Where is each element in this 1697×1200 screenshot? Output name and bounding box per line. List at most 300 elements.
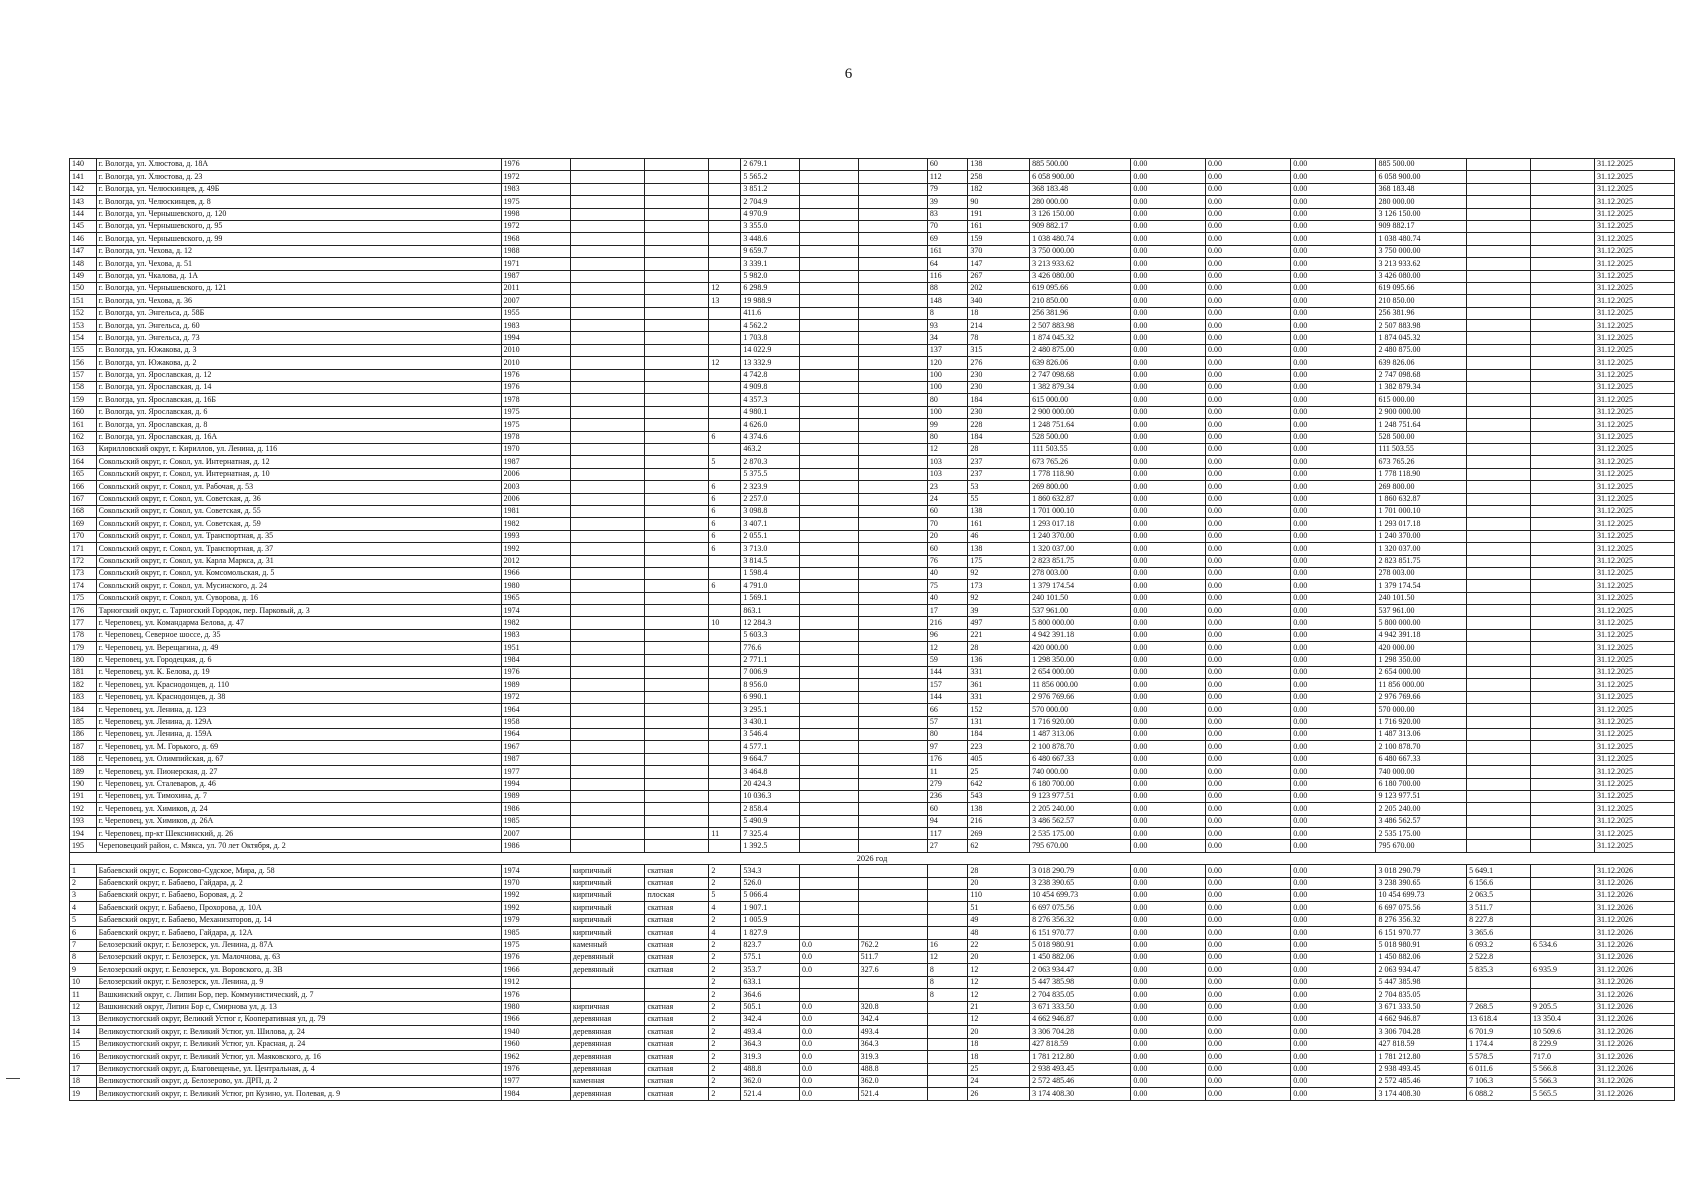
table-cell: 1960 xyxy=(501,1038,570,1050)
table-cell xyxy=(645,617,709,629)
table-cell: 178 xyxy=(70,629,97,641)
table-row xyxy=(70,394,1675,406)
table-cell: 172 xyxy=(70,555,97,567)
table-cell: 0.00 xyxy=(1291,208,1376,220)
table-cell: 31.12.2026 xyxy=(1594,890,1674,902)
table-cell xyxy=(799,493,858,505)
table-cell: 31.12.2025 xyxy=(1594,493,1674,505)
table-cell: 0.00 xyxy=(1131,741,1206,753)
table-cell xyxy=(1467,617,1531,629)
table-cell: 6 180 700.00 xyxy=(1376,778,1467,790)
table-row xyxy=(70,580,1675,592)
table-cell: 2 480 875.00 xyxy=(1376,344,1467,356)
table-cell: 2 xyxy=(709,1013,741,1025)
table-cell xyxy=(645,605,709,617)
table-cell xyxy=(570,605,645,617)
table-cell: 1994 xyxy=(501,778,570,790)
table-cell: 31.12.2025 xyxy=(1594,691,1674,703)
table-cell xyxy=(858,716,927,728)
table-cell: 8 xyxy=(70,952,97,964)
table-cell: скатная xyxy=(645,1063,709,1075)
table-cell: 0.00 xyxy=(1131,939,1206,951)
table-cell: 0.00 xyxy=(1205,753,1290,765)
table-cell: 427 818.59 xyxy=(1376,1038,1467,1050)
table-cell: 0.0 xyxy=(799,939,858,951)
table-cell xyxy=(1467,493,1531,505)
table-cell: 167 xyxy=(70,493,97,505)
table-cell: 147 xyxy=(70,245,97,257)
table-cell: 361 xyxy=(968,679,1030,691)
address-cell: г. Вологда, ул. Чернышевского, д. 120 xyxy=(96,208,501,220)
table-cell xyxy=(645,766,709,778)
table-cell: 0.00 xyxy=(1131,728,1206,740)
table-cell: 23 xyxy=(927,481,967,493)
table-cell xyxy=(927,1013,967,1025)
table-row xyxy=(70,344,1675,356)
table-cell: 0.0 xyxy=(799,1075,858,1087)
table-row xyxy=(70,1013,1675,1025)
table-cell: 0.00 xyxy=(1205,1063,1290,1075)
table-cell: 269 800.00 xyxy=(1030,481,1131,493)
table-cell xyxy=(570,716,645,728)
table-cell: 0.00 xyxy=(1205,481,1290,493)
table-cell: 6 480 667.33 xyxy=(1376,753,1467,765)
table-cell: 60 xyxy=(927,543,967,555)
table-cell: 2 xyxy=(709,914,741,926)
table-cell xyxy=(858,505,927,517)
address-cell: Белозерский округ, г. Белозерск, ул. Воровского, д. 3В xyxy=(96,964,501,976)
table-cell: 31.12.2025 xyxy=(1594,580,1674,592)
table-cell: 161 xyxy=(927,245,967,257)
table-cell xyxy=(570,629,645,641)
table-cell xyxy=(709,183,741,195)
table-cell xyxy=(570,592,645,604)
table-cell: 0.00 xyxy=(1131,766,1206,778)
table-cell: 2 055.1 xyxy=(741,530,800,542)
table-cell: 0.00 xyxy=(1131,208,1206,220)
table-cell: 1940 xyxy=(501,1026,570,1038)
table-cell xyxy=(927,902,967,914)
table-cell: 0.00 xyxy=(1291,939,1376,951)
table-cell: 28 xyxy=(968,443,1030,455)
table-cell: 9 659.7 xyxy=(741,245,800,257)
table-cell xyxy=(1531,295,1595,307)
table-cell: 3 814.5 xyxy=(741,555,800,567)
table-cell: 315 xyxy=(968,344,1030,356)
table-cell: 31.12.2025 xyxy=(1594,778,1674,790)
table-cell: 1 569.1 xyxy=(741,592,800,604)
table-cell xyxy=(1467,307,1531,319)
table-cell: 0.00 xyxy=(1291,865,1376,877)
table-cell: 3 713.0 xyxy=(741,543,800,555)
table-cell: 6 xyxy=(709,493,741,505)
table-cell: 154 xyxy=(70,332,97,344)
table-cell xyxy=(1467,679,1531,691)
table-cell xyxy=(799,406,858,418)
table-cell: 4 577.1 xyxy=(741,741,800,753)
table-cell: 2 205 240.00 xyxy=(1030,803,1131,815)
table-cell: 3 407.1 xyxy=(741,518,800,530)
address-cell: г. Череповец, ул. Городецкая, д. 6 xyxy=(96,654,501,666)
table-cell: 5 566.8 xyxy=(1531,1063,1595,1075)
table-cell: 31.12.2025 xyxy=(1594,803,1674,815)
table-cell: 319.3 xyxy=(741,1051,800,1063)
table-cell: 184 xyxy=(968,431,1030,443)
table-cell xyxy=(1467,344,1531,356)
table-cell xyxy=(645,171,709,183)
address-cell: г. Вологда, ул. Южакова, д. 2 xyxy=(96,357,501,369)
table-cell: 2 xyxy=(709,989,741,1001)
table-cell: 2 xyxy=(709,1038,741,1050)
table-cell xyxy=(1467,208,1531,220)
table-cell xyxy=(1531,654,1595,666)
table-cell: 0.00 xyxy=(1131,691,1206,703)
table-cell: 10 xyxy=(709,617,741,629)
table-cell: 31.12.2025 xyxy=(1594,295,1674,307)
table-cell: 0.00 xyxy=(1131,642,1206,654)
table-cell xyxy=(1531,493,1595,505)
table-cell xyxy=(858,815,927,827)
table-cell: 6 xyxy=(709,505,741,517)
table-cell: 1988 xyxy=(501,245,570,257)
table-cell: 8 956.0 xyxy=(741,679,800,691)
table-cell: 0.00 xyxy=(1131,580,1206,592)
table-cell: 237 xyxy=(968,468,1030,480)
table-cell xyxy=(645,258,709,270)
table-cell xyxy=(858,456,927,468)
table-cell: 2 900 000.00 xyxy=(1030,406,1131,418)
table-cell: 147 xyxy=(968,258,1030,270)
table-cell: 0.00 xyxy=(1205,629,1290,641)
table-cell: 1 298 350.00 xyxy=(1376,654,1467,666)
table-cell: 18 xyxy=(968,1051,1030,1063)
table-cell: 5 066.4 xyxy=(741,890,800,902)
table-cell: 31.12.2025 xyxy=(1594,196,1674,208)
table-cell: 55 xyxy=(968,493,1030,505)
address-cell: г. Вологда, ул. Чернышевского, д. 95 xyxy=(96,220,501,232)
table-cell xyxy=(709,344,741,356)
table-row xyxy=(70,245,1675,257)
table-cell: 2 063 934.47 xyxy=(1376,964,1467,976)
address-cell: Сокольский округ, г. Сокол, ул. Советская, д. 59 xyxy=(96,518,501,530)
table-cell xyxy=(927,927,967,939)
table-cell: 9 123 977.51 xyxy=(1376,790,1467,802)
table-cell xyxy=(858,245,927,257)
table-cell: 0.00 xyxy=(1205,840,1290,852)
table-cell: скатная xyxy=(645,1001,709,1013)
table-row xyxy=(70,208,1675,220)
table-cell: 7 268.5 xyxy=(1467,1001,1531,1013)
table-cell: 0.00 xyxy=(1291,282,1376,294)
table-row xyxy=(70,171,1675,183)
table-cell: 280 000.00 xyxy=(1030,196,1131,208)
table-cell: 1984 xyxy=(501,654,570,666)
table-cell: 0.00 xyxy=(1291,1001,1376,1013)
table-cell: 230 xyxy=(968,369,1030,381)
table-cell: 0.00 xyxy=(1205,382,1290,394)
table-cell: 46 xyxy=(968,530,1030,542)
table-cell: 1993 xyxy=(501,530,570,542)
table-cell: 1986 xyxy=(501,840,570,852)
table-cell xyxy=(1531,159,1595,171)
table-cell xyxy=(709,270,741,282)
table-cell xyxy=(799,543,858,555)
table-cell xyxy=(799,220,858,232)
table-cell xyxy=(799,667,858,679)
table-cell xyxy=(1531,282,1595,294)
table-cell xyxy=(858,394,927,406)
table-cell xyxy=(570,505,645,517)
table-cell: 31.12.2026 xyxy=(1594,1088,1674,1100)
table-cell xyxy=(645,592,709,604)
table-cell: 1 778 118.90 xyxy=(1030,468,1131,480)
table-cell: 0.00 xyxy=(1291,952,1376,964)
table-cell: 31.12.2025 xyxy=(1594,741,1674,753)
table-cell: 0.00 xyxy=(1291,1013,1376,1025)
table-cell: 1 703.8 xyxy=(741,332,800,344)
table-cell xyxy=(1531,233,1595,245)
table-cell xyxy=(1467,481,1531,493)
table-cell xyxy=(858,741,927,753)
table-cell: 18 xyxy=(70,1075,97,1087)
table-cell: 3 306 704.28 xyxy=(1376,1026,1467,1038)
table-cell xyxy=(1531,369,1595,381)
table-cell xyxy=(1467,258,1531,270)
table-cell: 210 850.00 xyxy=(1376,295,1467,307)
table-cell: 673 765.26 xyxy=(1030,456,1131,468)
table-cell: 40 xyxy=(927,592,967,604)
table-cell: 6 697 075.56 xyxy=(1376,902,1467,914)
address-cell: г. Череповец, ул. Краснодонцев, д. 110 xyxy=(96,679,501,691)
table-cell xyxy=(570,493,645,505)
table-cell: 5 447 385.98 xyxy=(1376,976,1467,988)
table-cell xyxy=(858,320,927,332)
table-cell: 59 xyxy=(927,654,967,666)
table-cell xyxy=(645,667,709,679)
table-cell: 153 xyxy=(70,320,97,332)
table-cell: 2 704 835.05 xyxy=(1030,989,1131,1001)
table-cell: 331 xyxy=(968,667,1030,679)
table-cell xyxy=(799,989,858,1001)
table-cell: 0.00 xyxy=(1205,877,1290,889)
table-cell: 368 183.48 xyxy=(1030,183,1131,195)
table-cell xyxy=(645,828,709,840)
table-cell: 31.12.2025 xyxy=(1594,567,1674,579)
table-cell: 31.12.2025 xyxy=(1594,704,1674,716)
table-cell: 6 xyxy=(709,543,741,555)
table-cell: 575.1 xyxy=(741,952,800,964)
table-cell xyxy=(1467,320,1531,332)
table-cell: 1982 xyxy=(501,518,570,530)
table-cell: 2007 xyxy=(501,295,570,307)
table-cell xyxy=(799,394,858,406)
table-cell: 0.00 xyxy=(1205,865,1290,877)
table-cell: 0.00 xyxy=(1131,567,1206,579)
table-cell: 1 005.9 xyxy=(741,914,800,926)
table-cell xyxy=(1531,320,1595,332)
table-cell xyxy=(1467,803,1531,815)
table-cell: скатная xyxy=(645,1051,709,1063)
table-cell: 19 988.9 xyxy=(741,295,800,307)
table-cell: 13 618.4 xyxy=(1467,1013,1531,1025)
table-cell: 112 xyxy=(927,171,967,183)
table-cell: 92 xyxy=(968,567,1030,579)
table-cell xyxy=(1531,382,1595,394)
table-cell: 1998 xyxy=(501,208,570,220)
table-cell: 69 xyxy=(927,233,967,245)
table-row xyxy=(70,964,1675,976)
table-cell xyxy=(858,790,927,802)
table-cell: 0.00 xyxy=(1291,914,1376,926)
table-cell: 193 xyxy=(70,815,97,827)
table-cell: 103 xyxy=(927,468,967,480)
table-cell: 31.12.2025 xyxy=(1594,505,1674,517)
address-cell: Сокольский округ, г. Сокол, ул. Советская, д. 36 xyxy=(96,493,501,505)
table-cell: 1964 xyxy=(501,704,570,716)
table-cell xyxy=(858,481,927,493)
table-cell: 185 xyxy=(70,716,97,728)
table-cell xyxy=(709,840,741,852)
table-cell xyxy=(709,394,741,406)
table-cell: 0.00 xyxy=(1131,1013,1206,1025)
table-cell xyxy=(1531,753,1595,765)
address-cell: Бабаевский округ, г. Бабаево, Прохорова, д. 10А xyxy=(96,902,501,914)
table-cell xyxy=(645,753,709,765)
table-cell: деревянная xyxy=(570,1026,645,1038)
table-cell: 327.6 xyxy=(858,964,927,976)
table-cell xyxy=(570,617,645,629)
rows-2026 xyxy=(70,865,1675,1100)
table-cell: 4 357.3 xyxy=(741,394,800,406)
table-cell: 31.12.2025 xyxy=(1594,245,1674,257)
table-cell: 31.12.2026 xyxy=(1594,976,1674,988)
table-cell: 619 095.66 xyxy=(1376,282,1467,294)
table-cell xyxy=(858,307,927,319)
table-cell xyxy=(1531,877,1595,889)
table-cell: 528 500.00 xyxy=(1030,431,1131,443)
table-cell: 0.00 xyxy=(1291,171,1376,183)
table-cell: 4 909.8 xyxy=(741,382,800,394)
table-cell: 192 xyxy=(70,803,97,815)
table-cell xyxy=(799,803,858,815)
table-cell xyxy=(1531,927,1595,939)
table-cell: 0.00 xyxy=(1205,344,1290,356)
table-cell: 9 123 977.51 xyxy=(1030,790,1131,802)
table-cell: 177 xyxy=(70,617,97,629)
table-cell: 75 xyxy=(927,580,967,592)
table-cell: 863.1 xyxy=(741,605,800,617)
table-cell xyxy=(799,443,858,455)
table-cell: 151 xyxy=(70,295,97,307)
table-cell xyxy=(645,530,709,542)
table-cell: 117 xyxy=(927,828,967,840)
table-cell: 0.00 xyxy=(1131,369,1206,381)
table-cell: 0.00 xyxy=(1291,1026,1376,1038)
table-cell xyxy=(858,927,927,939)
address-cell: Сокольский округ, г. Сокол, ул. Суворова, д. 16 xyxy=(96,592,501,604)
table-cell xyxy=(799,369,858,381)
table-cell: 1 xyxy=(70,865,97,877)
table-cell xyxy=(570,753,645,765)
table-cell xyxy=(799,505,858,517)
table-cell: 2 747 098.68 xyxy=(1030,369,1131,381)
table-cell xyxy=(1467,815,1531,827)
table-cell: 319.3 xyxy=(858,1051,927,1063)
table-cell: 140 xyxy=(70,159,97,171)
table-cell: 1986 xyxy=(501,803,570,815)
table-cell xyxy=(570,530,645,542)
table-row xyxy=(70,741,1675,753)
table-cell: 0.00 xyxy=(1291,964,1376,976)
table-cell: 0.00 xyxy=(1291,828,1376,840)
table-cell: 493.4 xyxy=(858,1026,927,1038)
table-cell: скатная xyxy=(645,902,709,914)
table-cell: 1978 xyxy=(501,394,570,406)
table-cell: 0.00 xyxy=(1131,667,1206,679)
table-cell: 3 238 390.65 xyxy=(1376,877,1467,889)
table-cell: 12 xyxy=(968,989,1030,1001)
table-cell xyxy=(709,567,741,579)
table-cell: 31.12.2025 xyxy=(1594,654,1674,666)
table-cell: 2 747 098.68 xyxy=(1376,369,1467,381)
table-cell: 14 022.9 xyxy=(741,344,800,356)
table-cell: деревянная xyxy=(570,1088,645,1100)
table-cell: 144 xyxy=(927,691,967,703)
table-cell: 405 xyxy=(968,753,1030,765)
table-cell: 1 240 370.00 xyxy=(1376,530,1467,542)
table-cell: 364.3 xyxy=(741,1038,800,1050)
table-row xyxy=(70,914,1675,926)
table-cell: 0.00 xyxy=(1131,704,1206,716)
table-cell xyxy=(1467,766,1531,778)
table-cell xyxy=(570,431,645,443)
table-cell: 0.00 xyxy=(1291,481,1376,493)
table-cell: 0.00 xyxy=(1131,778,1206,790)
table-cell: 12 284.3 xyxy=(741,617,800,629)
table-row xyxy=(70,282,1675,294)
table-cell: 0.00 xyxy=(1131,307,1206,319)
table-cell xyxy=(1467,704,1531,716)
table-cell: 0.00 xyxy=(1205,543,1290,555)
table-cell: 90 xyxy=(968,196,1030,208)
table-cell: кирпичный xyxy=(570,865,645,877)
table-cell xyxy=(709,468,741,480)
table-cell: 537 961.00 xyxy=(1376,605,1467,617)
table-cell: 88 xyxy=(927,282,967,294)
table-cell: 1951 xyxy=(501,642,570,654)
table-cell: 31.12.2026 xyxy=(1594,1001,1674,1013)
table-cell: 70 xyxy=(927,518,967,530)
table-row xyxy=(70,456,1675,468)
table-cell xyxy=(570,394,645,406)
table-cell xyxy=(799,790,858,802)
table-cell: 1976 xyxy=(501,159,570,171)
table-cell xyxy=(570,840,645,852)
table-cell: 103 xyxy=(927,456,967,468)
table-cell: 0.00 xyxy=(1205,580,1290,592)
table-cell xyxy=(1467,233,1531,245)
table-cell: 521.4 xyxy=(858,1088,927,1100)
table-cell: 0.00 xyxy=(1131,1063,1206,1075)
table-cell: 0.00 xyxy=(1131,753,1206,765)
table-cell: 0.00 xyxy=(1291,654,1376,666)
table-cell xyxy=(1531,183,1595,195)
table-cell xyxy=(1531,778,1595,790)
table-cell: 157 xyxy=(70,369,97,381)
table-cell: 570 000.00 xyxy=(1376,704,1467,716)
address-cell: Вашкинский округ, Липин Бор с, Смирнова ул, д. 13 xyxy=(96,1001,501,1013)
table-cell: 3 426 080.00 xyxy=(1376,270,1467,282)
